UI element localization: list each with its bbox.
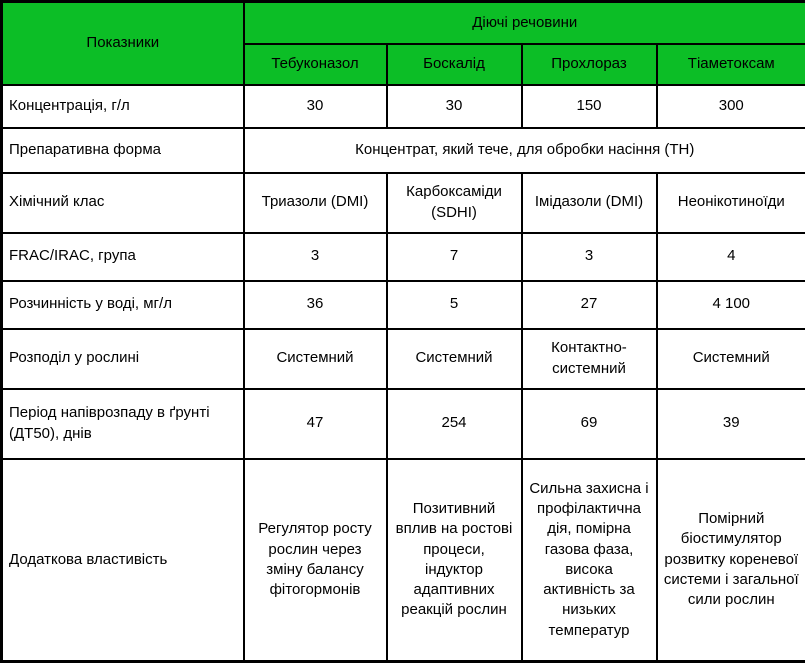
corner-header-cell: Показники bbox=[2, 2, 244, 85]
data-cell: 7 bbox=[387, 233, 522, 281]
data-cell: 30 bbox=[244, 85, 387, 128]
data-cell: 3 bbox=[522, 233, 657, 281]
data-cell: Позитивний вплив на ростові процеси, індуктор адаптивних реакцій рослин bbox=[387, 459, 522, 662]
table-row-frac-irac bbox=[2, 233, 805, 281]
row-label: FRAC/IRAC, група bbox=[2, 233, 244, 281]
table-row-formulation bbox=[2, 128, 805, 173]
data-cell: Системний bbox=[244, 329, 387, 389]
data-cell: Системний bbox=[657, 329, 805, 389]
data-cell: Триазоли (DMI) bbox=[244, 173, 387, 233]
data-cell: 36 bbox=[244, 281, 387, 329]
data-cell: Неонікотиноїди bbox=[657, 173, 805, 233]
table-row-half-life bbox=[2, 389, 805, 459]
column-header-thiamethoxam: Тіаметоксам bbox=[657, 44, 805, 85]
column-header-tebuconazole: Тебуконазол bbox=[244, 44, 387, 85]
data-cell: 4 100 bbox=[657, 281, 805, 329]
data-cell: 300 bbox=[657, 85, 805, 128]
table-row-chemical-class bbox=[2, 173, 805, 233]
group-header-cell: Діючі речовини bbox=[244, 2, 805, 44]
table-row-solubility bbox=[2, 281, 805, 329]
row-label: Хімічний клас bbox=[2, 173, 244, 233]
data-cell: 3 bbox=[244, 233, 387, 281]
data-cell: Імідазоли (DMI) bbox=[522, 173, 657, 233]
data-cell: Карбоксаміди (SDHI) bbox=[387, 173, 522, 233]
group-header-row bbox=[2, 2, 805, 44]
row-label: Препаративна форма bbox=[2, 128, 244, 173]
data-cell: Системний bbox=[387, 329, 522, 389]
data-cell: Помірний біостимулятор розвитку кореневої системи і загальної сили рослин bbox=[657, 459, 805, 662]
data-cell: 69 bbox=[522, 389, 657, 459]
row-label: Концентрація, г/л bbox=[2, 85, 244, 128]
data-cell-span: Концентрат, який тече, для обробки насіння (ТН) bbox=[244, 128, 805, 173]
data-cell: 27 bbox=[522, 281, 657, 329]
data-cell: 254 bbox=[387, 389, 522, 459]
data-cell: 30 bbox=[387, 85, 522, 128]
column-header-prochloraz: Прохлораз bbox=[522, 44, 657, 85]
row-label: Розподіл у рослині bbox=[2, 329, 244, 389]
row-label: Розчинність у воді, мг/л bbox=[2, 281, 244, 329]
data-cell: 39 bbox=[657, 389, 805, 459]
data-cell: Контактно-системний bbox=[522, 329, 657, 389]
data-cell: 4 bbox=[657, 233, 805, 281]
column-header-boscalid: Боскалід bbox=[387, 44, 522, 85]
table-row-distribution bbox=[2, 329, 805, 389]
data-cell: Сильна захисна і профілактична дія, помірна газова фаза, висока активність за низьких температур bbox=[522, 459, 657, 662]
data-cell: 5 bbox=[387, 281, 522, 329]
data-cell: 47 bbox=[244, 389, 387, 459]
data-cell: Регулятор росту рослин через зміну балансу фітогормонів bbox=[244, 459, 387, 662]
data-cell: 150 bbox=[522, 85, 657, 128]
table-row-additional-property bbox=[2, 459, 805, 662]
row-label: Період напіврозпаду в ґрунті (ДТ50), днів bbox=[2, 389, 244, 459]
table-row-concentration bbox=[2, 85, 805, 128]
row-label: Додаткова властивість bbox=[2, 459, 244, 662]
